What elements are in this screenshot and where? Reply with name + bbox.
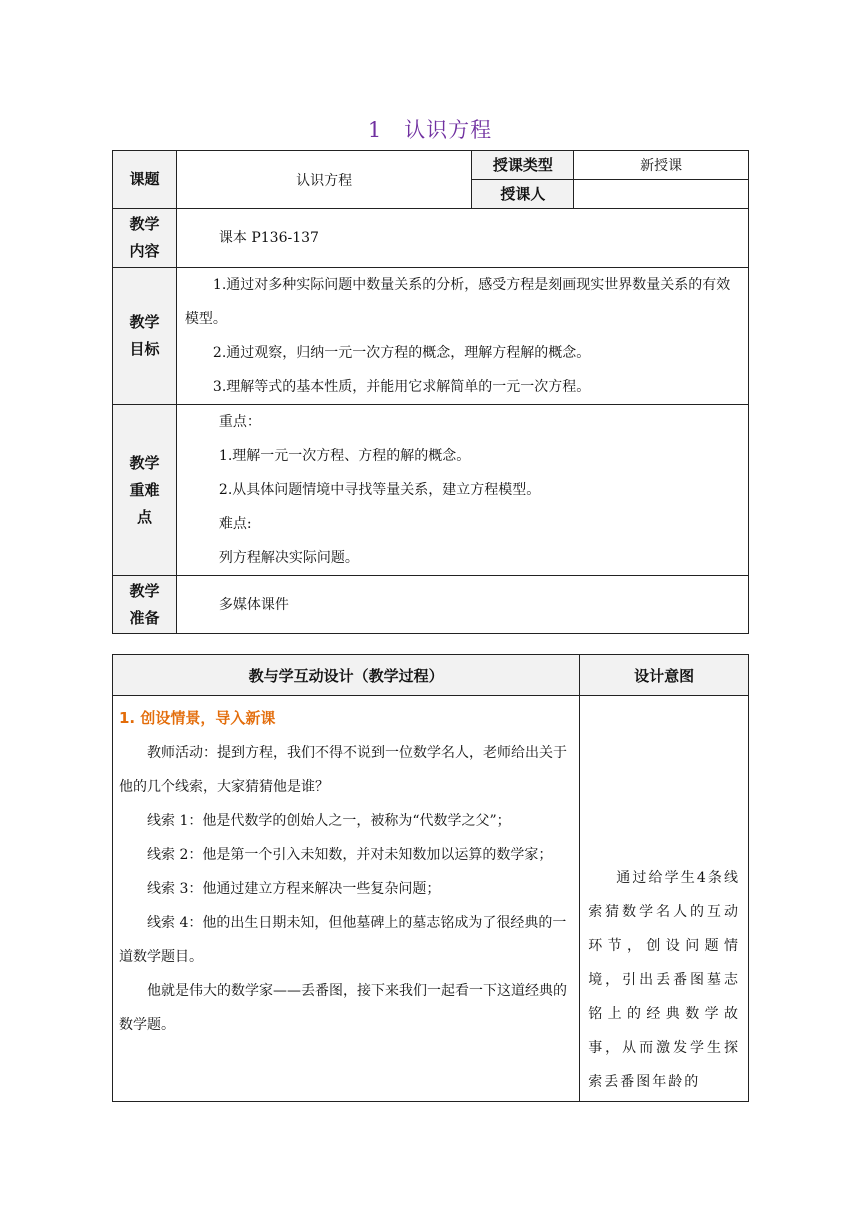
content-label-line1: 教学 xyxy=(129,215,160,233)
content-label xyxy=(113,209,177,268)
content-value-cell xyxy=(176,209,748,268)
lesson-info-table xyxy=(112,150,749,634)
prep-label-line1: 教学 xyxy=(129,581,160,600)
key-label-line3: 点 xyxy=(136,507,152,526)
goals-label-line1: 教学 xyxy=(129,313,160,331)
process-paragraph: 线索 1：他是代数学的创始人之一，被称为“代数学之父”； xyxy=(147,813,511,829)
intent-text: 通过给学生4条线索猜数学名人的互动环节，创设问题情境，引出丢番图墓志铭上的经典数学故事，从而激发学生探索丢番图年龄的 xyxy=(588,870,740,1090)
content-label-line2: 内容 xyxy=(129,242,160,260)
lesson-type-value: 新授课 xyxy=(574,151,749,180)
topic-label: 课题 xyxy=(113,151,177,209)
lesson-type-label: 授课类型 xyxy=(472,151,574,180)
key-label-line1: 教学 xyxy=(129,453,160,472)
section-title: 1. 创设情景，导入新课 xyxy=(119,709,276,727)
page-title-text: 认识方程 xyxy=(404,118,493,142)
teacher-value xyxy=(574,180,749,209)
goal-item: 1.通过对多种实际问题中数量关系的分析，感受方程是刻画现实世界数量关系的有效模型。 xyxy=(184,277,731,327)
goal-item: 3.理解等式的基本性质，并能用它求解简单的一元一次方程。 xyxy=(212,379,591,395)
goals-cell xyxy=(176,268,748,405)
page-title-number: 1 xyxy=(367,118,383,142)
teaching-process-table xyxy=(112,654,749,1102)
key-points-cell xyxy=(176,405,748,576)
intent-header: 设计意图 xyxy=(580,655,749,696)
key-points-label xyxy=(113,405,177,576)
goal-item: 2.通过观察，归纳一元一次方程的概念，理解方程解的概念。 xyxy=(212,345,591,361)
process-header: 教与学互动设计（教学过程） xyxy=(113,655,580,696)
process-paragraph: 线索 3：他通过建立方程来解决一些复杂问题； xyxy=(147,881,441,897)
content-value: 课本 P136-137 xyxy=(218,230,319,246)
prep-label xyxy=(113,576,177,634)
intent-cell xyxy=(580,696,749,1102)
process-paragraph: 他就是伟大的数学家——丢番图，接下来我们一起看一下这道经典的数学题。 xyxy=(119,983,567,1033)
prep-value: 多媒体课件 xyxy=(218,596,289,613)
goals-label-line2: 目标 xyxy=(129,340,160,358)
goals-label xyxy=(113,268,177,405)
key-label-line2: 重难 xyxy=(129,480,160,499)
process-paragraph: 线索 4：他的出生日期未知，但他墓碑上的墓志铭成为了很经典的一道数学题目。 xyxy=(119,915,567,965)
key-point-line: 难点: xyxy=(218,516,252,532)
page-title xyxy=(0,114,860,144)
process-paragraph: 教师活动：提到方程，我们不得不说到一位数学名人，老师给出关于他的几个线索，大家猜猜他是谁？ xyxy=(119,745,567,795)
key-point-line: 重点： xyxy=(218,414,261,430)
process-content-cell xyxy=(113,696,580,1102)
key-point-line: 2.从具体问题情境中寻找等量关系，建立方程模型。 xyxy=(218,482,541,498)
process-paragraph: 线索 2：他是第一个引入未知数，并对未知数加以运算的数学家； xyxy=(147,847,553,863)
teacher-label: 授课人 xyxy=(472,180,574,209)
prep-label-line2: 准备 xyxy=(129,608,160,627)
key-point-line: 1.理解一元一次方程、方程的解的概念。 xyxy=(218,448,471,464)
topic-value: 认识方程 xyxy=(176,151,472,209)
key-point-line: 列方程解决实际问题。 xyxy=(218,550,359,566)
prep-value-cell xyxy=(176,576,748,634)
